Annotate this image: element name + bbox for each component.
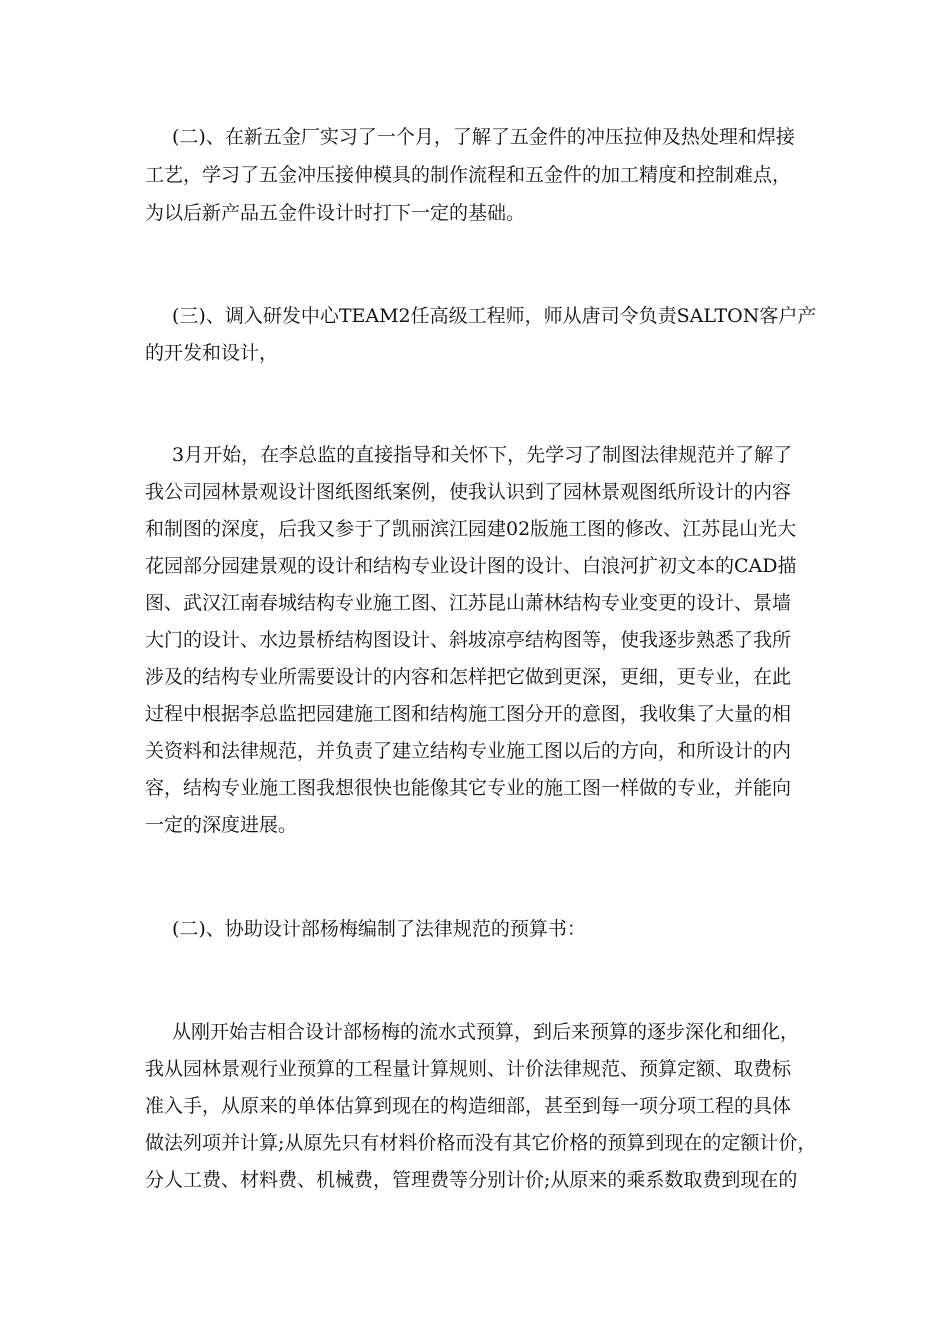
- paragraph-5-line-5: 分人工费、材料费、机械费，管理费等分别计价;从原来的乘系数取费到现在的: [145, 1169, 798, 1191]
- paragraph-3-line-1: 3月开始，在李总监的直接指导和关怀下，先学习了制图法律规范并了解了: [172, 444, 793, 466]
- paragraph-1-line-2: 工艺，学习了五金冲压接伸模具的制作流程和五金件的加工精度和控制难点，: [145, 164, 792, 186]
- paragraph-3-line-7: 涉及的结构专业所需要设计的内容和怎样把它做到更深，更细，更专业，在此: [145, 666, 792, 688]
- paragraph-4-line-1: (二)、协助设计部杨梅编制了法律规范的预算书：: [172, 918, 586, 940]
- paragraph-3-line-8: 过程中根据李总监把园建施工图和结构施工图分开的意图，我收集了大量的相: [145, 703, 792, 725]
- paragraph-2-line-1: (三)、调入研发中心TEAM2任高级工程师，师从唐司令负责SALTON客户产: [172, 305, 817, 327]
- paragraph-1-line-3: 为以后新产品五金件设计时打下一定的基础。: [145, 202, 526, 224]
- paragraph-3-line-6: 大门的设计、水边景桥结构图设计、斜坡凉亭结构图等，使我逐步熟悉了我所: [145, 629, 792, 651]
- paragraph-3-line-3: 和制图的深度，后我又参于了凯丽滨江园建02版施工图的修改、江苏昆山光大: [145, 518, 797, 540]
- paragraph-5-line-1: 从刚开始吉相合设计部杨梅的流水式预算，到后来预算的逐步深化和细化，: [172, 1021, 800, 1043]
- paragraph-5-line-3: 准入手，从原来的单体估算到现在的构造细部，甚至到每一项分项工程的具体: [145, 1095, 792, 1117]
- paragraph-3-line-4: 花园部分园建景观的设计和结构专业设计图的设计、白浪河扩初文本的CAD描: [145, 555, 797, 577]
- paragraph-5-line-4: 做法列项并计算;从原先只有材料价格而没有其它价格的预算到现在的定额计价，: [145, 1132, 817, 1154]
- paragraph-2-line-2: 的开发和设计，: [145, 342, 279, 364]
- paragraph-3-line-2: 我公司园林景观设计图纸图纸案例，使我认识到了园林景观图纸所设计的内容: [145, 481, 792, 503]
- paragraph-1-line-1: (二)、在新五金厂实习了一个月，了解了五金件的冲压拉伸及热处理和焊接: [172, 126, 795, 148]
- paragraph-3-line-9: 关资料和法律规范，并负责了建立结构专业施工图以后的方向，和所设计的内: [145, 740, 792, 762]
- paragraph-3-line-11: 一定的深度进展。: [145, 814, 298, 836]
- paragraph-3-line-10: 容，结构专业施工图我想很快也能像其它专业的施工图一样做的专业，并能向: [145, 777, 792, 799]
- paragraph-5-line-2: 我从园林景观行业预算的工程量计算规则、计价法律规范、预算定额、取费标: [145, 1058, 792, 1080]
- paragraph-3-line-5: 图、武汉江南春城结构专业施工图、江苏昆山萧林结构专业变更的设计、景墙: [145, 592, 792, 614]
